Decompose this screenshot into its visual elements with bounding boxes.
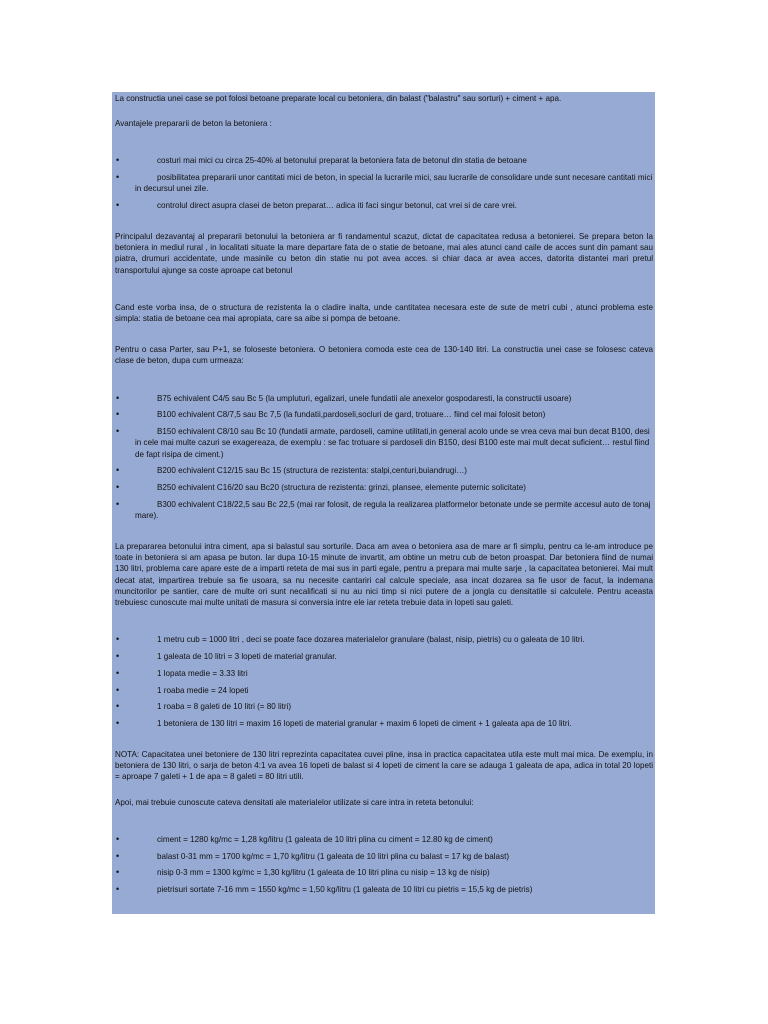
densities-heading: Apoi, mai trebuie cunoscute cateva densitati ale materialelor utilizate si care intra in reteta betonului: [115, 797, 474, 807]
bullet-icon: • [116, 667, 120, 678]
bullet-icon: • [116, 850, 120, 861]
list-item: • 1 roaba medie = 24 lopeti [116, 684, 249, 695]
preparation-paragraph: La prepararea betonului intra ciment, apa si balastul sau sorturile. Daca am avea o betoniera asa de mare ar fi simplu, pentru ca le-am introduce pe toate in betoniera si am apasa pe buton. Iar dupa 10-15 minute de invartit, am obtine un metru cub de beton proaspat. Dar betoniera fiind de numai 130 litri, problema care apare este de a imparti reteta de mai sus in parti egale, pentru a prepara mai multe sarje , la capacitatea betonierei. Mai mult decat atat, impartirea trebuie sa fie usoara, sa nu necesite cantariri cal calcule speciale, asa incat dozarea sa fie usor de facut, la indemana muncitorilor pe santier, care de multe ori sunt necalificati si nu au nici timp si nici putere de a jongla cu densitatile si calculele. Pentru aceasta trebuiesc cunoscute mai multe unitati de masura si conversia intre ele iar reteta trebuie data in lopeti sau galeti. [115, 542, 653, 608]
bullet-icon: • [116, 409, 120, 420]
bullet-icon: • [116, 651, 120, 662]
house-paragraph: Pentru o casa Parter, sau P+1, se foloseste betoniera. O betoniera comoda este cea de 130-140 litri. La constructia unei case se folosesc cateva clase de beton, dupa cum urmeaza: [115, 345, 653, 366]
list-item: • 1 lopata medie = 3.33 litri [116, 667, 248, 678]
bullet-icon: • [116, 172, 120, 183]
list-item: • B200 echivalent C12/15 sau Bc 15 (structura de rezistenta: stalpi,centuri,buiandrugi…) [116, 465, 467, 476]
list-item: • 1 roaba = 8 galeti de 10 litri (= 80 litri) [116, 701, 292, 712]
list-item: • balast 0-31 mm = 1700 kg/mc = 1,70 kg/litru (1 galeata de 10 litri plina cu balast = 17 kg de balast) [116, 850, 510, 861]
bullet-icon: • [116, 718, 120, 729]
bullet-icon: • [116, 701, 120, 712]
list-item: • B250 echivalent C16/20 sau Bc20 (structura de rezistenta: grinzi, planseе, elemente puternic solicitate) [116, 482, 526, 493]
bullet-icon: • [116, 426, 120, 437]
densities-list [115, 834, 653, 896]
list-item: • 1 betoniera de 130 litri = maxim 16 lopeti de material granular + maxim 6 lopeti de ciment + 1 galeata apa de 10 litri. [116, 718, 572, 729]
list-item: • B150 echivalent C8/10 sau Bc 10 (fundatii armate, pardoseli, camine utilitati,in general acolo unde se vrea ceva mai bun decat B100, desi in cele mai multe cazuri se exagereaza, de exemplu : se fac trotuare si pardoseli din B150, desi B100 este mai mult decat suficient… restul fiind de fapt risipa de ciment.) [116, 426, 650, 459]
list-item: • B300 echivalent C18/22,5 sau Bc 22,5 (mai rar folosit, de regula la realizarea platformelor betonate unde se permite accesul auto de tonaj mare). [116, 499, 651, 521]
list-item: • posibilitatea prepararii unor cantitati mici de beton, in special la lucrarile mici, sau lucrarile de consolidare unde sunt necesare cantitati mici in decursul unei zile. [116, 172, 653, 194]
list-item: • nisip 0-3 mm = 1300 kg/mc = 1,30 kg/litru (1 galeata de 10 litri plina cu nisip = 13 kg de nisip) [116, 867, 490, 878]
bullet-icon: • [116, 867, 120, 878]
bullet-icon: • [116, 392, 120, 403]
bullet-icon: • [116, 634, 120, 645]
list-item: • B100 echivalent C8/7,5 sau Bc 7,5 (la fundatii,pardoseli,socluri de gard, trotuare… fiind cel mai folosit beton) [116, 409, 546, 420]
bullet-icon: • [116, 499, 120, 510]
advantages-heading: Avantajele prepararii de beton la betoniera : [115, 119, 272, 129]
note-paragraph: NOTA: Capacitatea unei betoniere de 130 litri reprezinta capacitatea cuvei pline, insa in practica capacitatea utila este mult mai mica. De exemplu, in betoniera de 130 litri, o sarja de beton 4:1 va avea 16 lopeti de balast si 4 lopeti de ciment la care se adauga 1 galeata de apa, adica in total 20 lopeti = aproape 7 galeti + 1 de apa = 8 galeti = 80 litri utili. [115, 750, 653, 782]
bullet-icon: • [116, 155, 120, 166]
bullet-icon: • [116, 833, 120, 844]
list-item: • ciment = 1280 kg/mc = 1,28 kg/litru (1 galeata de 10 litri plina cu ciment = 12.80 kg de ciment) [116, 833, 493, 844]
list-item: • pietrisuri sortate 7-16 mm = 1550 kg/mc = 1,50 kg/litru (1 galeata de 10 litri cu pietris = 15,5 kg de pietris) [116, 884, 533, 895]
advantages-list [115, 155, 653, 211]
list-item: • 1 galeata de 10 litri = 3 lopeti de material granular. [116, 651, 337, 662]
intro-paragraph: La constructia unei case se pot folosi betoane preparate local cu betoniera, din balast ("balastru" sau sorturi) + ciment + apa. [115, 94, 562, 103]
document-page [112, 92, 655, 914]
concrete-classes-list [115, 393, 653, 522]
bullet-icon: • [116, 465, 120, 476]
disadvantage-paragraph: Principalul dezavantaj al prepararii betonului la betoniera ar fi randamentul scazut, dictat de capacitatea redusa a betonierei. Se prepara beton la betoniera in mediul rural , in localitati situate la mare departare fata de o statie de betoane, mai ales atunci cand caile de acces sunt din pamant sau piatra, drumuri accidentate, unde masinile cu beton din statie nu pot avea acces. si chiar daca ar avea acces, datorita distantei mari pretul transportului ajunge sa coste aproape cat betonul [115, 232, 653, 275]
list-item: • costuri mai mici cu circa 25-40% al betonului preparat la betoniera fata de betonul din statia de betoane [116, 155, 527, 166]
bullet-icon: • [116, 482, 120, 493]
bullet-icon: • [116, 884, 120, 895]
list-item: • 1 metru cub = 1000 litri , deci se poate face dozarea materialelor granulare (balast, nisip, pietris) cu o galeata de 10 litri. [116, 634, 585, 645]
units-list [115, 634, 653, 729]
bullet-icon: • [116, 684, 120, 695]
bullet-icon: • [116, 200, 120, 211]
list-item: • B75 echivalent C4/5 sau Bc 5 (la umpluturi, egalizari, unele fundatii ale anexelor gospodaresti, la constructii usoare) [116, 392, 572, 403]
high-building-paragraph: Cand este vorba insa, de o structura de rezistenta la o cladire inalta, unde cantitatea necesara este de sute de metri cubi , atunci problema este simpla: statia de betoane cea mai apropiata, care sa aibe si pompa de betoane. [115, 302, 653, 324]
list-item: • controlul direct asupra clasei de beton preparat… adica iti faci singur betonul, cat vrei si de care vrei. [116, 200, 517, 211]
